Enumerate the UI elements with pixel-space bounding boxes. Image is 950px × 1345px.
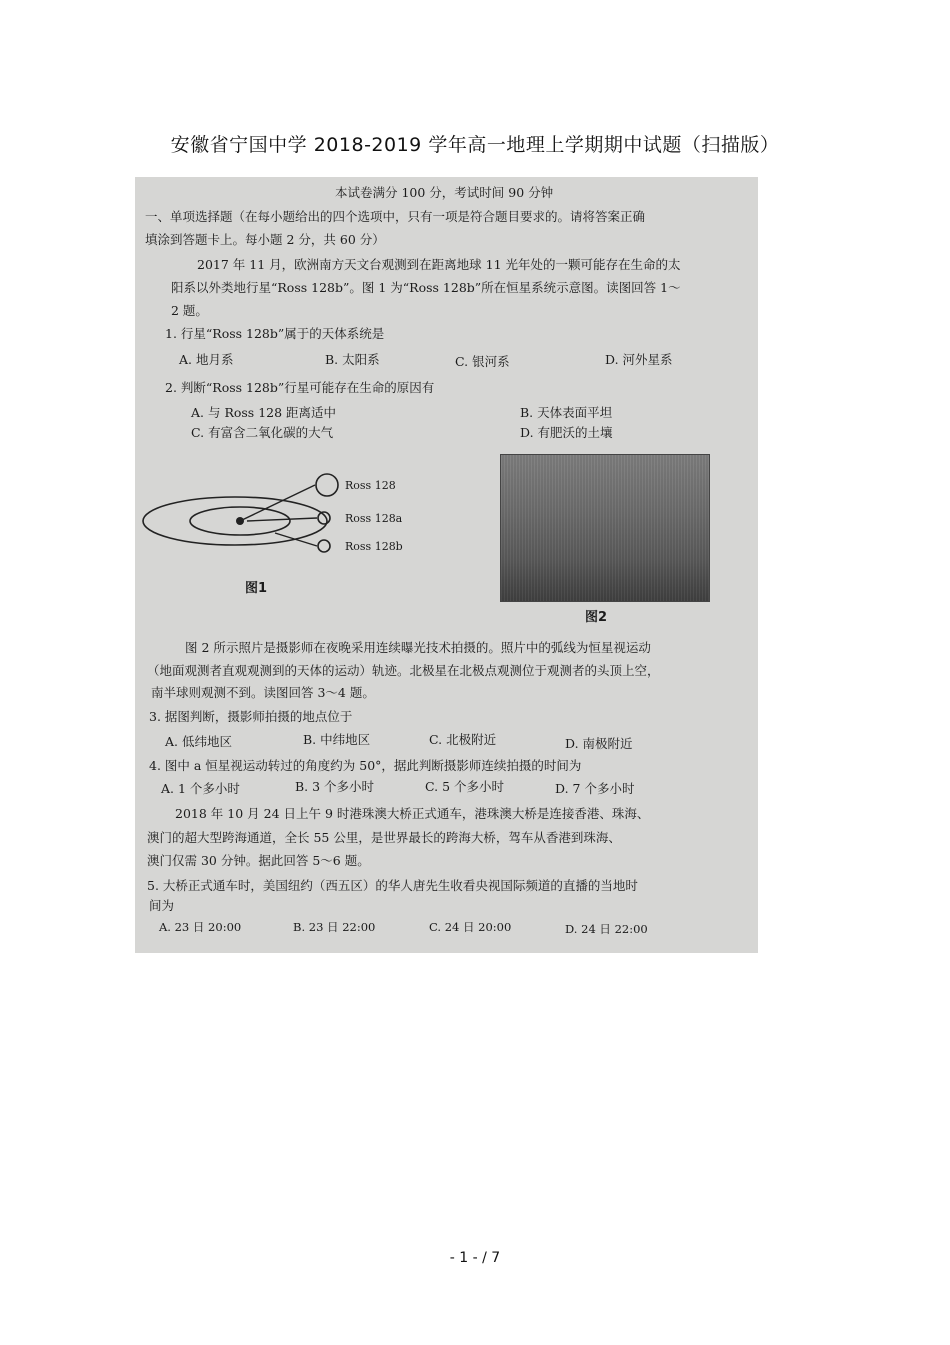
figure-1-caption: 图1 — [245, 581, 268, 596]
intro3-line2: 澳门的超大型跨海通道，全长 55 公里，是世界最长的跨海大桥，驾车从香港到珠海、 — [147, 830, 621, 845]
q4-option-d: D. 7 个多小时 — [555, 781, 635, 796]
question-5-line1: 5. 大桥正式通车时，美国纽约（西五区）的华人唐先生收看央视国际频道的直播的当地时 — [147, 878, 638, 893]
fig1-leader-star — [240, 485, 315, 521]
question-1: 1. 行星“Ross 128b”属于的天体系统是 — [165, 326, 385, 341]
figure-2-caption: 图2 — [585, 610, 608, 625]
fig1-label-b: Ross 128b — [345, 540, 403, 553]
q2-option-a: A. 与 Ross 128 距离适中 — [191, 405, 337, 420]
intro2-line1: 图 2 所示照片是摄影师在夜晚采用连续曝光技术拍摄的。照片中的弧线为恒星视运动 — [185, 640, 651, 655]
figure-2-photo — [500, 454, 710, 602]
intro1-line2: 阳系以外类地行星“Ross 128b”。图 1 为“Ross 128b”所在恒星系统示意图。读图回答 1～ — [171, 280, 681, 295]
document-title: 安徽省宁国中学 2018-2019 学年高一地理上学期期中试题（扫描版） — [170, 134, 780, 156]
intro1-line1: 2017 年 11 月，欧洲南方天文台观测到在距离地球 11 光年处的一颗可能存在生命的太 — [197, 257, 681, 272]
exam-header: 本试卷满分 100 分，考试时间 90 分钟 — [335, 185, 554, 200]
figure-1-diagram — [135, 465, 455, 595]
page-indicator: - 1 - / 7 — [449, 1250, 501, 1266]
intro3-line3: 澳门仅需 30 分钟。据此回答 5～6 题。 — [147, 853, 370, 868]
q4-option-b: B. 3 个多小时 — [295, 779, 375, 794]
q2-option-c: C. 有富含二氧化碳的大气 — [191, 425, 334, 440]
fig1-outer-orbit — [143, 497, 327, 545]
intro2-line2: （地面观测者直观观测到的天体的运动）轨迹。北极星在北极点观测位于观测者的头顶上空， — [147, 663, 660, 678]
intro2-line3: 南半球则观测不到。读图回答 3～4 题。 — [151, 685, 375, 700]
question-5-line2: 间为 — [149, 898, 175, 913]
section-heading-line1: 一、单项选择题（在每小题给出的四个选项中，只有一项是符合题目要求的。请将答案正确 — [145, 209, 646, 224]
q3-option-c: C. 北极附近 — [429, 732, 497, 747]
scanned-exam-page — [135, 177, 758, 953]
q2-option-b: B. 天体表面平坦 — [520, 405, 613, 420]
q5-option-c: C. 24 日 20:00 — [429, 920, 512, 934]
question-2: 2. 判断“Ross 128b”行星可能存在生命的原因有 — [165, 380, 435, 395]
q4-option-a: A. 1 个多小时 — [161, 781, 240, 796]
q5-option-d: D. 24 日 22:00 — [565, 922, 648, 936]
fig1-planet-b-symbol — [318, 540, 330, 552]
q2-option-d: D. 有肥沃的土壤 — [520, 425, 613, 440]
q5-option-b: B. 23 日 22:00 — [293, 920, 376, 934]
fig1-label-a: Ross 128a — [345, 512, 403, 525]
q1-option-a: A. 地月系 — [179, 352, 234, 367]
q1-option-b: B. 太阳系 — [325, 352, 380, 367]
section-heading-line2: 填涂到答题卡上。每小题 2 分，共 60 分） — [145, 232, 385, 247]
q3-option-b: B. 中纬地区 — [303, 732, 371, 747]
q1-option-c: C. 银河系 — [455, 354, 510, 369]
q3-option-a: A. 低纬地区 — [165, 734, 232, 749]
intro3-line1: 2018 年 10 月 24 日上午 9 时港珠澳大桥正式通车，港珠澳大桥是连接香港、珠海、 — [175, 806, 650, 821]
fig1-star-symbol — [316, 474, 338, 496]
question-3: 3. 据图判断，摄影师拍摄的地点位于 — [149, 709, 353, 724]
intro1-line3: 2 题。 — [171, 303, 208, 318]
q4-option-c: C. 5 个多小时 — [425, 779, 504, 794]
fig1-leader-a — [247, 518, 317, 521]
q5-option-a: A. 23 日 20:00 — [159, 920, 242, 934]
q3-option-d: D. 南极附近 — [565, 736, 633, 751]
question-4: 4. 图中 a 恒星视运动转过的角度约为 50°，据此判断摄影师连续拍摄的时间为 — [149, 758, 582, 773]
fig1-label-star: Ross 128 — [345, 479, 396, 492]
q1-option-d: D. 河外星系 — [605, 352, 673, 367]
